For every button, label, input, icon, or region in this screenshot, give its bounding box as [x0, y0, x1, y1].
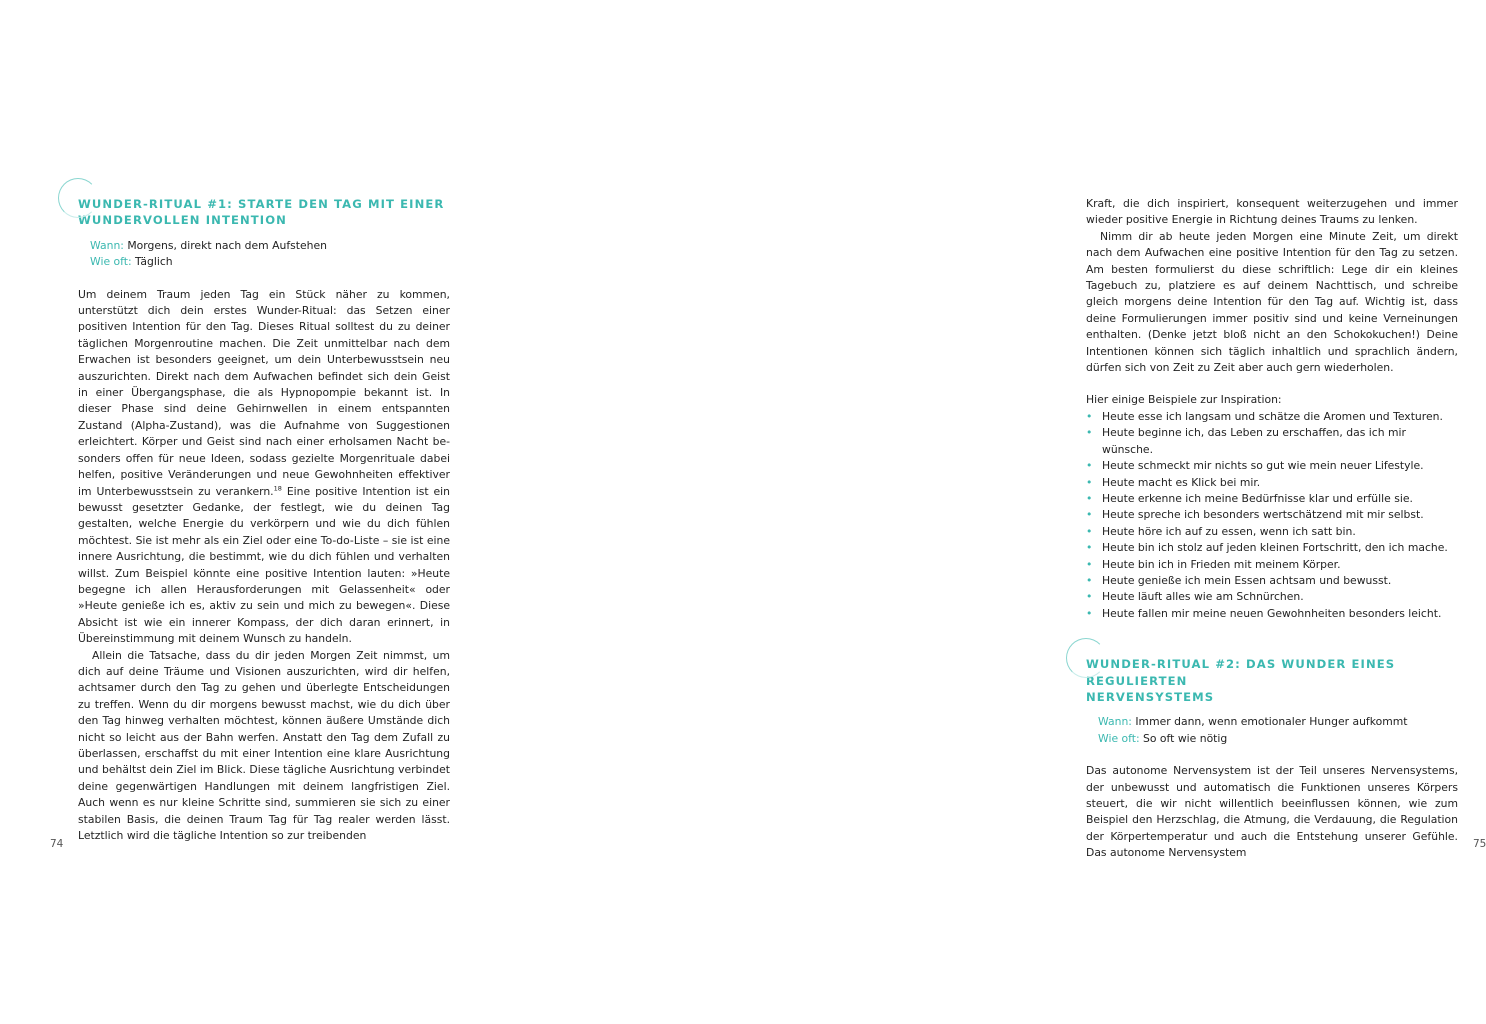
paragraph-text: Eine positive Intention ist ein bewusst gesetzter Gedanke, der festlegt, wie du deinen Tag gestalten, welche Energie du verkörpern und wie du dich fühlen möchtest. Sie ist mehr als ein Ziel oder eine To-do-Liste – sie ist eine innere Ausrichtung, die bestimmt, wie du dich fühlen und verhalten willst. Zum Beispiel könnte eine positive Intention lauten: »Heute begegne ich allen Herausforderungen mit Gelassenheit« oder »Heute genieße ich es, aktiv zu sein und mich zu bewegen«. Diese Absicht ist wie ein innerer Kompass, der dich daran erinnert, in Übereinstimmung mit deinem Wunsch zu handeln. [78, 484, 450, 646]
list-item: • Heute macht es Klick bei mir. [1086, 475, 1458, 491]
examples-list [1086, 409, 1458, 622]
paragraph: Nimm dir ab heute jeden Morgen eine Minute Zeit, um direkt nach dem Aufwachen eine positive Intention für den Tag zu setzen. Am besten formulierst du diese schriftlich: Lege dir ein kleines Tagebuch zu, platziere es auf deinem Nachttisch, und schreibe gleich morgens deine Intention für den Tag auf. Wichtig ist, dass deine Formulierungen immer positiv sind und keine Verneinungen enthalten. (Denke jetzt bloß nicht an den Schokokuchen!) Deine Intentionen können sich täglich inhaltlich und sprachlich ändern, dürfen sich von Zeit zu Zeit aber auch gern wiederholen. [1086, 229, 1458, 375]
ritual-meta [90, 238, 450, 271]
left-page [0, 0, 512, 1024]
list-item: • Heute läuft alles wie am Schnürchen. [1086, 589, 1458, 605]
section-heading-ritual-1 [78, 196, 450, 229]
heading-line-1: WUNDER-RITUAL #2: DAS WUNDER EINES REGULIERTEN [1086, 657, 1396, 688]
often-value: So oft wie nötig [1139, 731, 1228, 745]
when-value: Morgens, direkt nach dem Aufstehen [123, 238, 327, 252]
often-value: Täglich [131, 255, 173, 269]
paragraph-text: Um deinem Traum jeden Tag ein Stück näher zu kommen, unterstützt dich dein erstes Wunder-Ritual: das Setzen einer positiven Intention für den Tag. Dieses Ritual solltest du zu deiner täglichen Morgenroutine machen. Die Zeit unmittelbar nach dem Erwachen ist besonders geeignet, um dein Unterbewusstsein neu auszurichten. Direkt nach dem Aufwachen befindet sich dein Geist in einer Übergangsphase, die als Hypnopompie bekannt ist. In dieser Phase sind deine Gehirnwellen in einem entspannten Zustand (Alpha-Zustand), was die Aufnahme von Suggestionen erleichtert. Körper und Geist sind nach einer erholsamen Nacht besonders offen für neue Ideen, sodass gezielte Morgenrituale dabei helfen, positive Veränderungen und neue Gewohnheiten effektiver im Unterbewusstsein zu verankern. [78, 287, 450, 498]
right-page [512, 0, 1486, 1024]
examples-intro: Hier einige Beispiele zur Inspiration: [1086, 393, 1282, 407]
list-item: • Heute schmeckt mir nichts so gut wie mein neuer Lifestyle. [1086, 458, 1458, 474]
page-number: 74 [50, 838, 64, 850]
list-item: • Heute höre ich auf zu essen, wenn ich satt bin. [1086, 524, 1458, 540]
left-column [78, 196, 450, 844]
paragraph: Kraft, die dich inspiriert, konsequent weiterzugehen und immer wieder positive Energie in Richtung deines Traums zu lenken. [1086, 197, 1458, 227]
paragraph: Allein die Tatsache, dass du dir jeden Morgen Zeit nimmst, um dich auf deine Träume und Visionen auszurichten, wird dir helfen, achtsamer durch den Tag zu gehen und überlegte Entscheidungen zu treffen. Wenn du dir morgens bewusst machst, wie du dich über den Tag hinweg verhalten möchtest, können äußere Umstände dich nicht so leicht aus der Bahn werfen. Anstatt den Tag dem Zufall zu überlassen, erschaffst du mit einer Intention eine klare Ausrichtung und behältst dein Ziel im Blick. Diese tägliche Ausrichtung verbindet deine gegenwärtigen Handlungen mit deinem langfristigen Ziel. Auch wenn es nur kleine Schritte sind, summieren sie sich zu einer stabilen Basis, die deinen Traum Tag für Tag realer werden lässt. Letztlich wird die tägliche Intention so zur treibenden [78, 648, 450, 843]
right-column [1086, 196, 1458, 862]
often-label: Wie oft: [1098, 731, 1140, 745]
when-label: Wann: [1098, 715, 1132, 729]
heading-line-1: WUNDER-RITUAL #1: STARTE DEN TAG MIT EINER [78, 197, 445, 211]
list-item: • Heute bin ich in Frieden mit meinem Körper. [1086, 557, 1458, 573]
often-label: Wie oft: [90, 255, 132, 269]
list-item: • Heute genieße ich mein Essen achtsam und bewusst. [1086, 573, 1458, 589]
list-item: • Heute erkenne ich meine Bedürfnisse klar und erfülle sie. [1086, 491, 1458, 507]
page-number: 75 [1473, 838, 1486, 850]
section-heading-ritual-2 [1086, 656, 1458, 705]
list-item: • Heute beginne ich, das Leben zu erschaffen, das ich mir wünsche. [1086, 425, 1458, 458]
list-item: • Heute spreche ich besonders wertschätzend mit mir selbst. [1086, 507, 1458, 523]
footnote-marker: 18 [273, 483, 282, 492]
list-item: • Heute bin ich stolz auf jeden kleinen Fortschritt, den ich mache. [1086, 540, 1458, 556]
heading-line-2: WUNDERVOLLEN INTENTION [78, 213, 287, 228]
circle-arc-icon [58, 178, 98, 218]
when-label: Wann: [90, 238, 124, 252]
list-item: • Heute fallen mir meine neuen Gewohnheiten besonders leicht. [1086, 606, 1458, 622]
heading-line-2: NERVENSYSTEMS [1086, 689, 1215, 704]
list-item: • Heute esse ich langsam und schätze die Aromen und Texturen. [1086, 409, 1458, 425]
circle-arc-icon [1066, 638, 1106, 678]
ritual-meta [1098, 714, 1458, 747]
paragraph [78, 287, 450, 648]
paragraph: Das autonome Nervensystem ist der Teil unseres Nervensystems, der unbewusst und automatisch die Funktionen unseres Körpers steuert, die wir nicht willentlich beeinflussen können, wie zum Beispiel den Herzschlag, die Atmung, die Verdauung, die Regulation der Körpertemperatur und auch die Entstehung unserer Gefühle. Das autonome Nervensystem [1086, 764, 1458, 860]
when-value: Immer dann, wenn emotionaler Hunger aufkommt [1131, 715, 1408, 729]
